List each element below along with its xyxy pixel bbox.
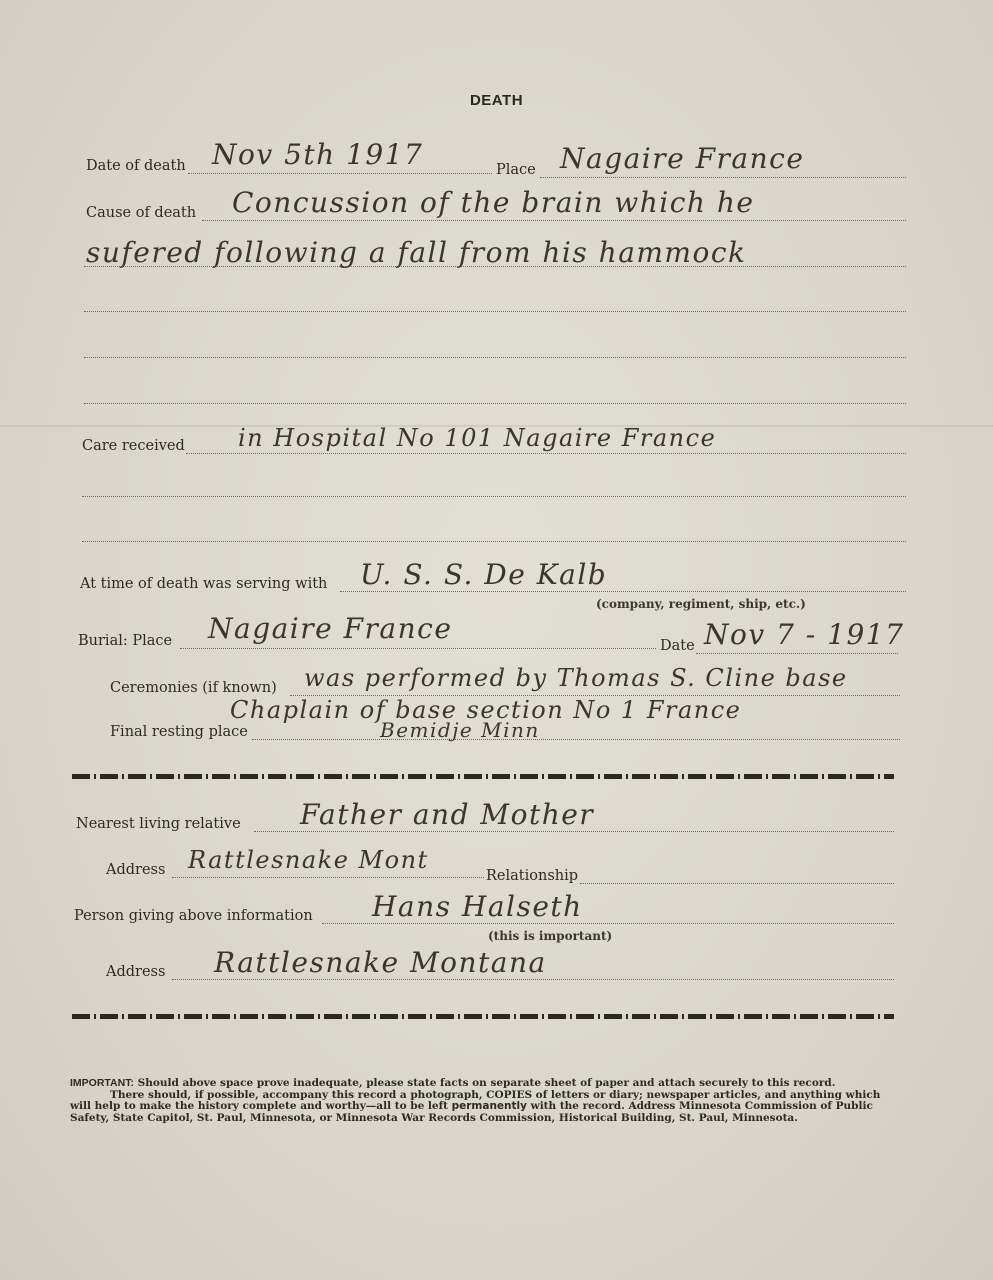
submission-note (70, 1090, 896, 1125)
footer-instructions (70, 1078, 896, 1124)
place-line (540, 177, 906, 178)
serving-with-value: U. S. S. De Kalb (360, 558, 608, 591)
burial-date-label: Date (660, 638, 695, 654)
date-of-death-value: Nov 5th 1917 (212, 138, 424, 171)
nearest-relative-value: Father and Mother (300, 798, 595, 831)
burial-place-label: Burial: Place (78, 633, 173, 649)
section-divider-1 (72, 774, 894, 779)
nearest-relative-label: Nearest living relative (76, 816, 241, 832)
ceremonies-label: Ceremonies (if known) (110, 680, 277, 696)
informant-line (322, 923, 894, 924)
important-label: IMPORTANT: (70, 1077, 134, 1089)
cause-value-line-2: sufered following a fall from his hammock (86, 236, 747, 269)
final-resting-place-line (252, 739, 900, 740)
date-of-death-label: Date of death (86, 158, 186, 174)
address-1-line (172, 877, 484, 878)
relationship-line (580, 883, 894, 884)
relationship-label: Relationship (486, 868, 579, 884)
section-divider-2 (72, 1014, 894, 1019)
burial-place-line (180, 648, 656, 649)
place-label: Place (496, 162, 536, 178)
final-resting-place-value: Bemidje Minn (380, 718, 540, 742)
address-2-value: Rattlesnake Montana (214, 946, 547, 979)
address-2-label: Address (106, 964, 166, 980)
serving-with-line (340, 591, 906, 592)
submission-note-a: There should, if possible, accompany this record a photograph, COPIES of letters or diary; newspaper articles, and anything which will help to make the history complete and worthy—all to be left (70, 1088, 881, 1112)
burial-date-line (696, 653, 898, 654)
ceremonies-value-line-2: Chaplain of base section No 1 France (230, 696, 742, 724)
cause-value-line-1: Concussion of the brain which he (232, 186, 755, 219)
care-received-value: in Hospital No 101 Nagaire France (238, 424, 717, 452)
submission-note-b: with the record. Address Minnesota Commission of Public Safety, State Capitol, St. Paul, Minnesota, or Minnesota War Records Commission, Historical Building, St. Paul, Minnesota. (70, 1100, 873, 1124)
final-resting-place-label: Final resting place (110, 724, 248, 740)
cause-line-1 (202, 220, 906, 221)
nearest-relative-line (254, 831, 894, 832)
address-1-label: Address (106, 862, 166, 878)
cause-line-4 (84, 357, 906, 358)
form-heading: DEATH (469, 92, 524, 109)
submission-note-emphasis: permanently (451, 1100, 527, 1112)
burial-date-value: Nov 7 - 1917 (704, 618, 905, 651)
burial-place-value: Nagaire France (208, 612, 453, 645)
address-1-value: Rattlesnake Mont (188, 846, 429, 874)
informant-label: Person giving above information (74, 908, 313, 924)
cause-line-5 (84, 403, 906, 404)
cause-of-death-label: Cause of death (86, 205, 197, 221)
informant-value: Hans Halseth (372, 890, 583, 923)
informant-hint: (this is important) (488, 929, 613, 943)
serving-with-hint: (company, regiment, ship, etc.) (596, 597, 806, 611)
serving-with-label: At time of death was serving with (80, 576, 328, 592)
address-2-line (172, 979, 894, 980)
ceremonies-value-line-1: was performed by Thomas S. Cline base (304, 664, 848, 692)
date-of-death-line (188, 173, 492, 174)
care-received-label: Care received (82, 438, 185, 454)
place-value: Nagaire France (560, 142, 805, 175)
care-line-3 (82, 541, 906, 542)
important-text: Should above space prove inadequate, please state facts on separate sheet of paper and attach securely to this record. (137, 1077, 836, 1089)
care-line-2 (82, 496, 906, 497)
care-line-1 (186, 453, 906, 454)
cause-line-3 (84, 311, 906, 312)
